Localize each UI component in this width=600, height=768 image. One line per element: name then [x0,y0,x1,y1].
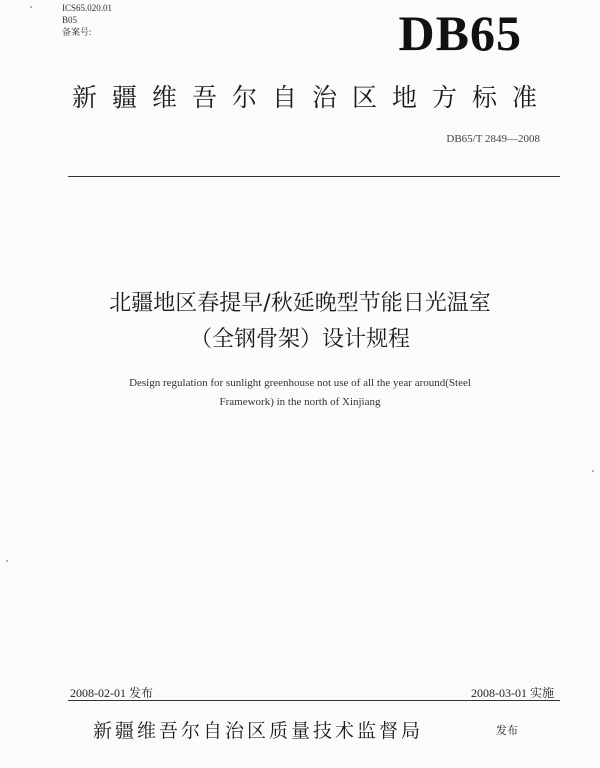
header-divider [68,176,560,177]
title-english-line-2: Framework) in the north of Xinjiang [219,396,381,408]
title-chinese-line-1: 北疆地区春提早/秋延晚型节能日光温室 [109,291,491,316]
scan-speck [6,560,8,562]
issue-date: 2008-02-01 发布 [70,686,153,700]
scan-speck [592,470,594,472]
ccs-code: B05 [62,15,78,25]
standard-number: DB65/T 2849—2008 [446,133,540,145]
publisher-suffix: 发布 [496,724,518,737]
title-english-line-1: Design regulation for sunlight greenhouse not use of all the year around(Steel [129,377,471,389]
record-number-label: 备案号: [62,27,92,37]
db-logo: DB65 [398,5,522,61]
scan-speck [30,6,32,8]
footer-divider [68,700,560,701]
classification-block [62,2,112,38]
ics-code: ICS65.020.01 [62,3,113,13]
publisher-name: 新疆维吾尔自治区质量技术监督局 [93,720,424,742]
title-chinese-line-2: （全钢骨架）设计规程 [189,327,410,352]
standard-type-heading: 新疆维吾尔自治区地方标准 [72,83,553,112]
implementation-date: 2008-03-01 实施 [471,686,554,700]
